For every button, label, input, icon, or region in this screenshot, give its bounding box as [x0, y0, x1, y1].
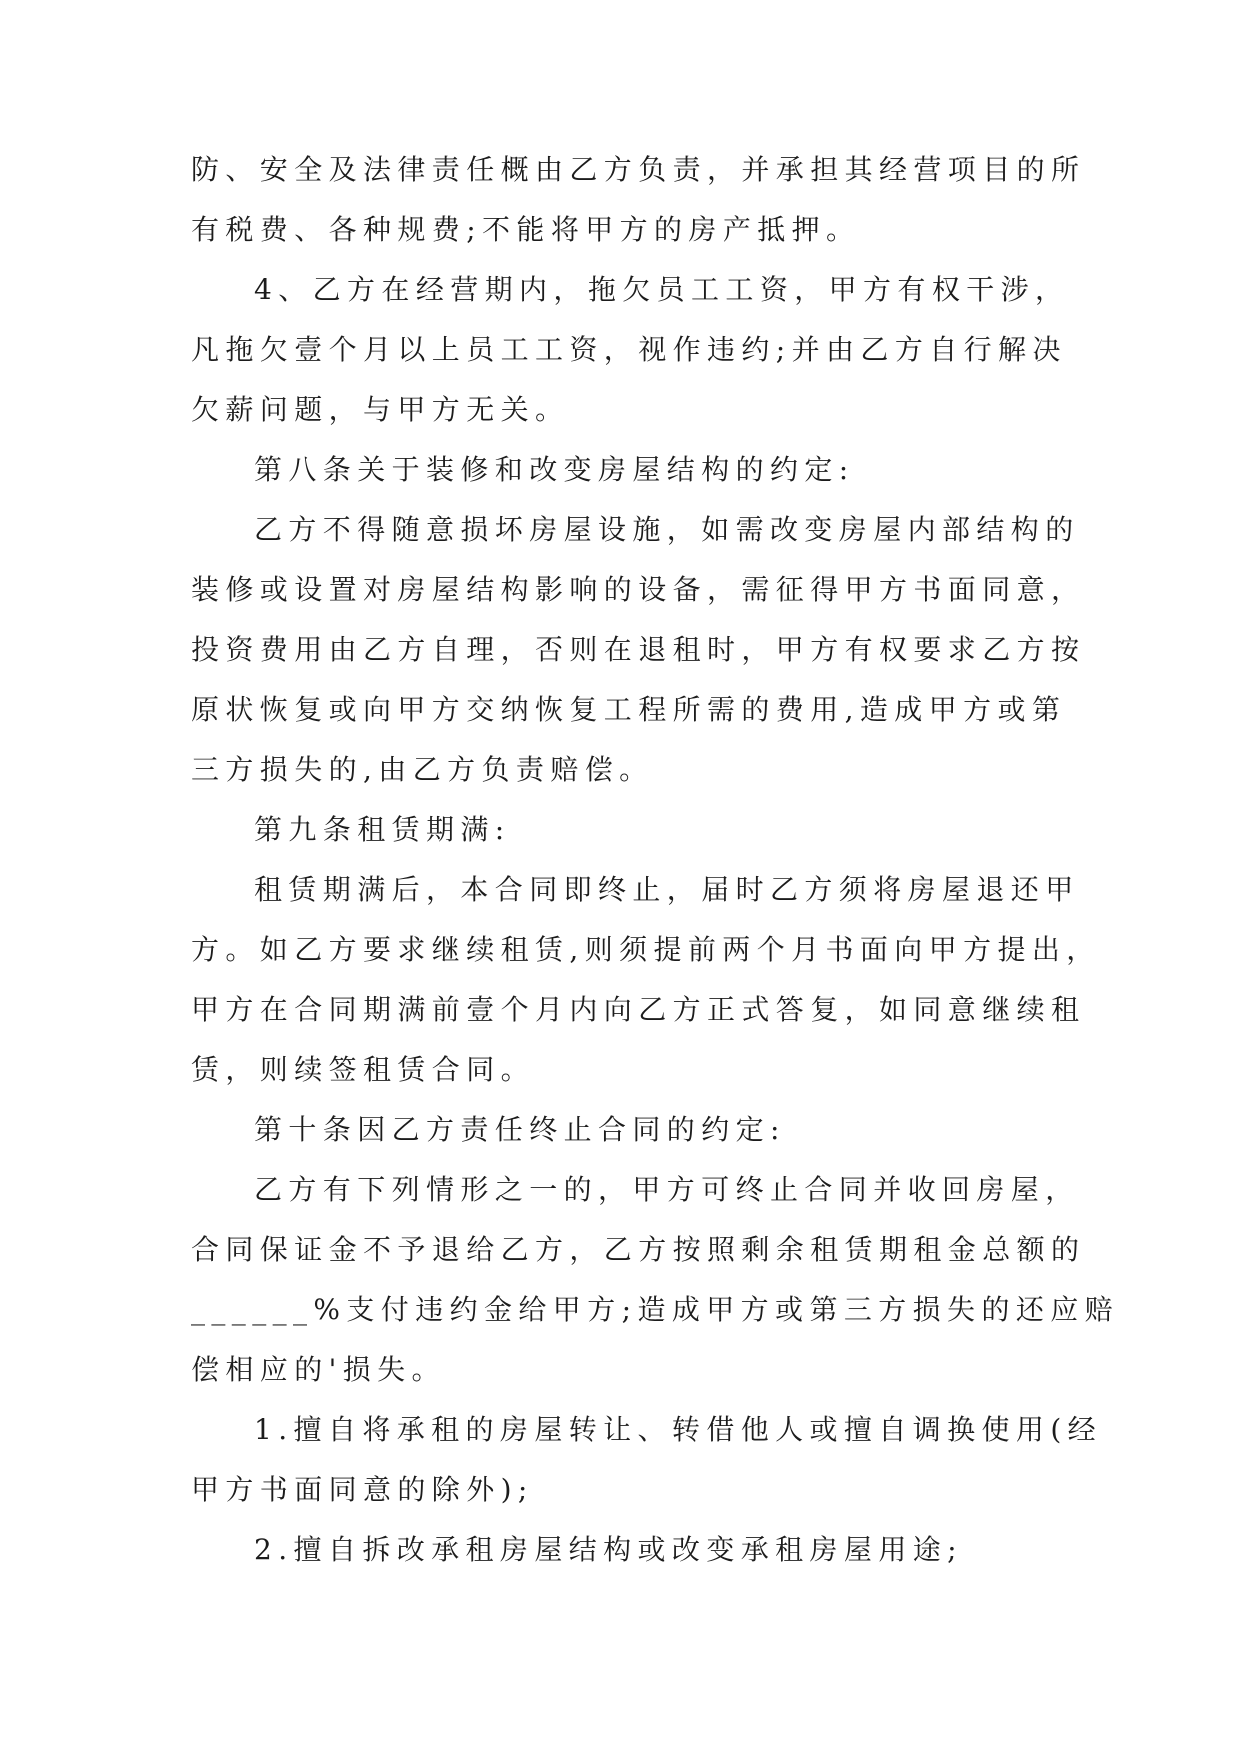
text-line: 乙方不得随意损坏房屋设施，如需改变房屋内部结构的 [254, 513, 1080, 546]
text-line: 三方损失的,由乙方负责赔偿。 [191, 753, 654, 786]
text-line: 欠薪问题，与甲方无关。 [191, 393, 570, 426]
list-item: 2.擅自拆改承租房屋结构或改变承租房屋用途; [254, 1533, 963, 1566]
text-line: 偿相应的'损失。 [191, 1353, 446, 1386]
text-line: 甲方在合同期满前壹个月内向乙方正式答复，如同意继续租 [191, 993, 1086, 1026]
text-line: 凡拖欠壹个月以上员工工资，视作违约;并由乙方自行解决 [191, 333, 1067, 366]
section-heading: 第九条租赁期满: [254, 813, 511, 846]
section-heading: 第十条因乙方责任终止合同的约定: [254, 1113, 786, 1146]
text-line: 防、安全及法律责任概由乙方负责，并承担其经营项目的所 [191, 153, 1086, 186]
text-line: 乙方有下列情形之一的，甲方可终止合同并收回房屋， [254, 1173, 1080, 1206]
text-line: 租赁期满后，本合同即终止，届时乙方须将房屋退还甲 [254, 873, 1080, 906]
text-line: 投资费用由乙方自理，否则在退租时，甲方有权要求乙方按 [191, 633, 1086, 666]
text-line: 甲方书面同意的除外); [191, 1473, 534, 1506]
text-line: 赁，则续签租赁合同。 [191, 1053, 536, 1086]
text-line: 4、乙方在经营期内，拖欠员工工资，甲方有权干涉， [254, 273, 1070, 306]
list-item: 1.擅自将承租的房屋转让、转借他人或擅自调换使用(经 [254, 1413, 1103, 1446]
text-line: 方。如乙方要求继续租赁,则须提前两个月书面向甲方提出， [191, 933, 1101, 966]
text-line: 合同保证金不予退给乙方，乙方按照剩余租赁期租金总额的 [191, 1233, 1086, 1266]
section-heading: 第八条关于装修和改变房屋结构的约定: [254, 453, 855, 486]
text-line: 装修或设置对房屋结构影响的设备，需征得甲方书面同意， [191, 573, 1086, 606]
text-line: ______%支付违约金给甲方;造成甲方或第三方损失的还应赔 [191, 1293, 1120, 1326]
text-line: 原状恢复或向甲方交纳恢复工程所需的费用,造成甲方或第 [191, 693, 1067, 726]
text-line: 有税费、各种规费;不能将甲方的房产抵押。 [191, 213, 861, 246]
